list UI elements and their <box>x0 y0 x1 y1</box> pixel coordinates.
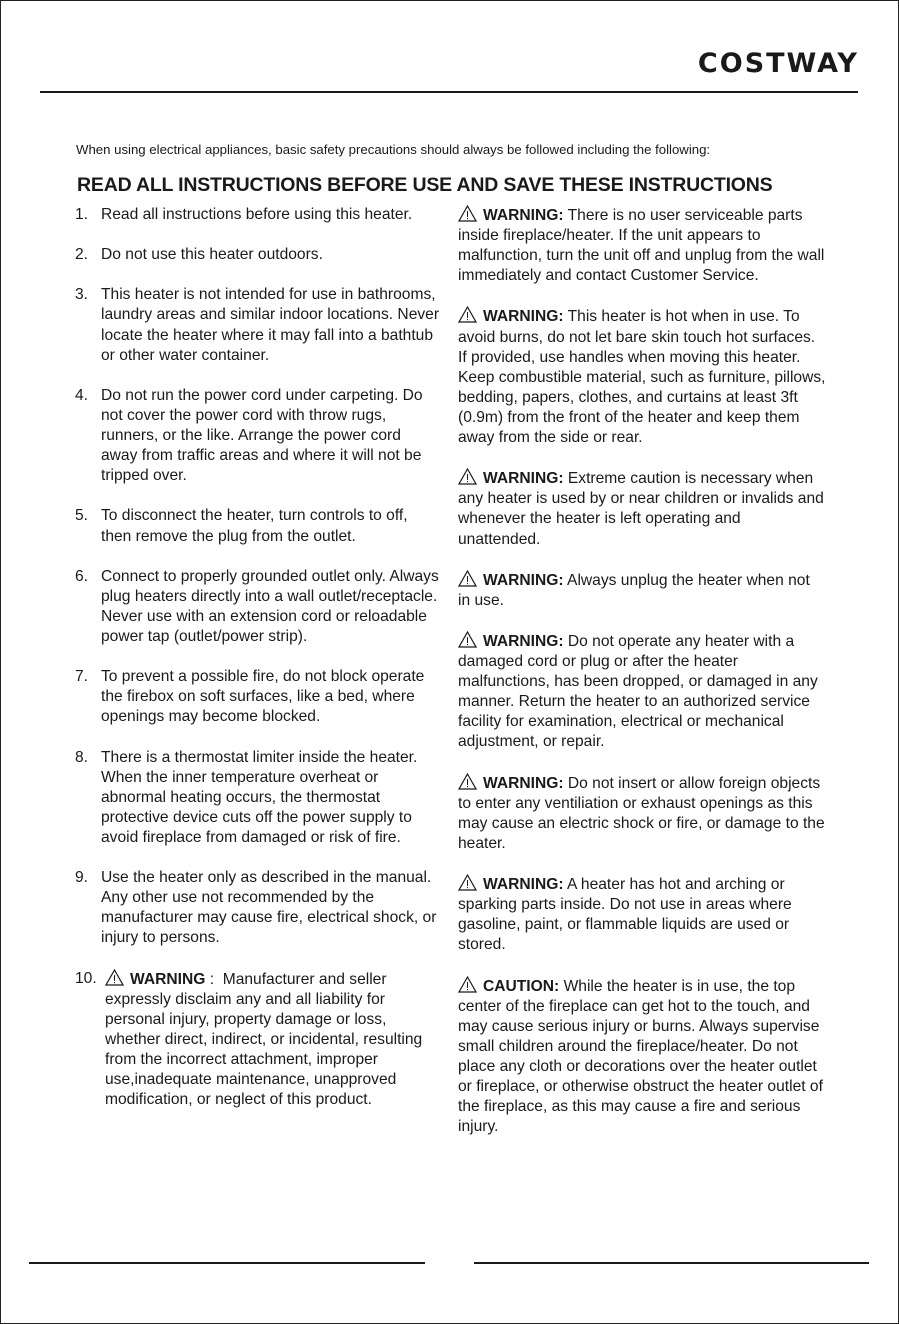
warning-text: There is no user serviceable parts inside fireplace/heater. If the unit appears to malfunction, turn the unit off and unplug from the wall immediately and contact Customer Service. <box>458 207 825 285</box>
footer-divider-left <box>29 1262 425 1264</box>
instructions-list <box>75 205 440 1130</box>
list-item <box>75 748 440 848</box>
item-text: Use the heater only as described in the manual. Any other use not recommended by the manufacturer may cause fire, electrical shock, or injury to persons. <box>101 869 437 947</box>
list-item-disclaimer <box>75 969 440 1111</box>
item-number: 4. <box>75 386 89 404</box>
list-item <box>75 506 440 546</box>
intro-text: When using electrical appliances, basic safety precautions should always be followed including the following: <box>76 142 711 157</box>
warning-label: WARNING: <box>483 308 564 326</box>
item-text: Do not run the power cord under carpeting. Do not cover the power cord with throw rugs, runners, or the like. Arrange the power cord away from traffic areas and where it will not be tripped over. <box>101 386 423 485</box>
warning-triangle-icon <box>458 205 477 222</box>
item-number: 1. <box>75 206 89 223</box>
warning-text: Extreme caution is necessary when any heater is used by or near children or invalids and whenever the heater is left operating and unattended. <box>458 470 824 548</box>
warning-block <box>458 773 826 854</box>
list-item <box>75 285 440 365</box>
list-item <box>75 567 440 647</box>
footer-divider-right <box>474 1262 869 1264</box>
item-text: There is a thermostat limiter inside the heater. When the inner temperature overheat or abnormal heating occurs, the thermostat protective device cuts off the power supply to avoid fireplace from damaged or risk of fire. <box>101 748 418 846</box>
item-number: 7. <box>75 668 89 686</box>
caution-label: CAUTION: <box>483 977 560 995</box>
item-number: 5. <box>75 507 89 525</box>
warning-label: WARNING: <box>483 207 564 224</box>
warning-triangle-icon <box>458 976 477 993</box>
warning-block <box>458 468 826 549</box>
list-item <box>75 386 440 486</box>
disclaimer-text: Manufacturer and seller expressly disclaim any and all liability for personal injury, property damage or loss, whether direct, indirect, or incidental, resulting from the incorrect attachment, improper use,inadequate maintenance, unapproved modification, or neglect of this product. <box>105 970 423 1109</box>
warnings-list <box>458 205 826 1157</box>
item-number: 6. <box>75 567 89 585</box>
warning-text: Do not operate any heater with a damaged cord or plug or after the heater malfunctions, has been dropped, or damaged in any manner. Return the heater to an authorized service facility for examination, electrical or mechanical adjustment, or repair. <box>458 632 818 751</box>
caution-block <box>458 976 826 1138</box>
warning-text: Always unplug the heater when not in use. <box>458 571 810 609</box>
item-number: 2. <box>75 246 89 264</box>
warning-triangle-icon <box>458 874 477 891</box>
item-text: To prevent a possible fire, do not block operate the firebox on soft surfaces, like a bed, where openings may become blocked. <box>101 668 425 726</box>
warning-triangle-icon <box>105 969 124 986</box>
list-item <box>75 868 440 948</box>
warning-label: WARNING: <box>483 571 564 589</box>
warning-label: WARNING: <box>483 470 564 488</box>
warning-triangle-icon <box>458 773 477 790</box>
label-separator: : <box>205 970 223 988</box>
warning-label: WARNING: <box>483 632 564 650</box>
item-text: Connect to properly grounded outlet only. Always plug heaters directly into a wall outlet/receptacle. Never use with an extension cord or reloadable power tap (outlet/power strip). <box>101 567 439 645</box>
item-text <box>105 969 440 1111</box>
warning-block <box>458 205 826 286</box>
warning-label: WARNING: <box>483 774 564 792</box>
warning-block <box>458 306 826 448</box>
instructions-heading: READ ALL INSTRUCTIONS BEFORE USE AND SAVE THESE INSTRUCTIONS <box>77 174 773 196</box>
warning-triangle-icon <box>458 570 477 587</box>
brand-logo: COSTWAY <box>697 48 859 79</box>
item-text: Do not use this heater outdoors. <box>101 246 323 264</box>
item-text: To disconnect the heater, turn controls to off, then remove the plug from the outlet. <box>101 507 408 545</box>
warning-text: A heater has hot and arching or sparking parts inside. Do not use in areas where gasoline, paint, or flammable liquids are used or stored. <box>458 876 792 954</box>
list-item <box>75 245 440 265</box>
warning-block <box>458 631 826 753</box>
warning-text: This heater is hot when in use. To avoid burns, do not let bare skin touch hot surfaces. If provided, use handles when moving this heater. Keep combustible material, such as furniture, pillows, bedding, papers, clothes, and curtains at least 3ft (0.9m) from the front of the heater and keep them away from the side or rear. <box>458 308 826 447</box>
item-number: 9. <box>75 869 89 887</box>
item-number: 8. <box>75 748 89 766</box>
item-number: 3. <box>75 286 89 304</box>
header-divider <box>40 91 858 93</box>
warning-triangle-icon <box>458 306 477 323</box>
warning-triangle-icon <box>458 631 477 648</box>
warning-text: Do not insert or allow foreign objects to enter any ventiliation or exhaust openings as this may cause an electric shock or fire, or damage to the heater. <box>458 774 825 852</box>
list-item <box>75 205 440 225</box>
warning-block <box>458 874 826 955</box>
warning-triangle-icon <box>458 468 477 485</box>
caution-text: While the heater is in use, the top center of the fireplace can get hot to the touch, and may cause serious injury or burns. Always supervise small children around the fireplace/heater. Do not place any cloth or decorations over the heater outlet or fireplace, or otherwise obstruct the heater outlet of the fireplace, as this may cause a fire and serious injury. <box>458 977 823 1136</box>
warning-label: WARNING: <box>483 876 564 894</box>
warning-block <box>458 570 826 611</box>
warning-label: WARNING <box>130 970 206 988</box>
list-item <box>75 667 440 727</box>
item-text: This heater is not intended for use in bathrooms, laundry areas and similar indoor locations. Never locate the heater where it may fall into a bathtub or other water container. <box>101 286 440 364</box>
item-number: 10. <box>75 969 97 987</box>
item-text: Read all instructions before using this heater. <box>101 206 413 223</box>
